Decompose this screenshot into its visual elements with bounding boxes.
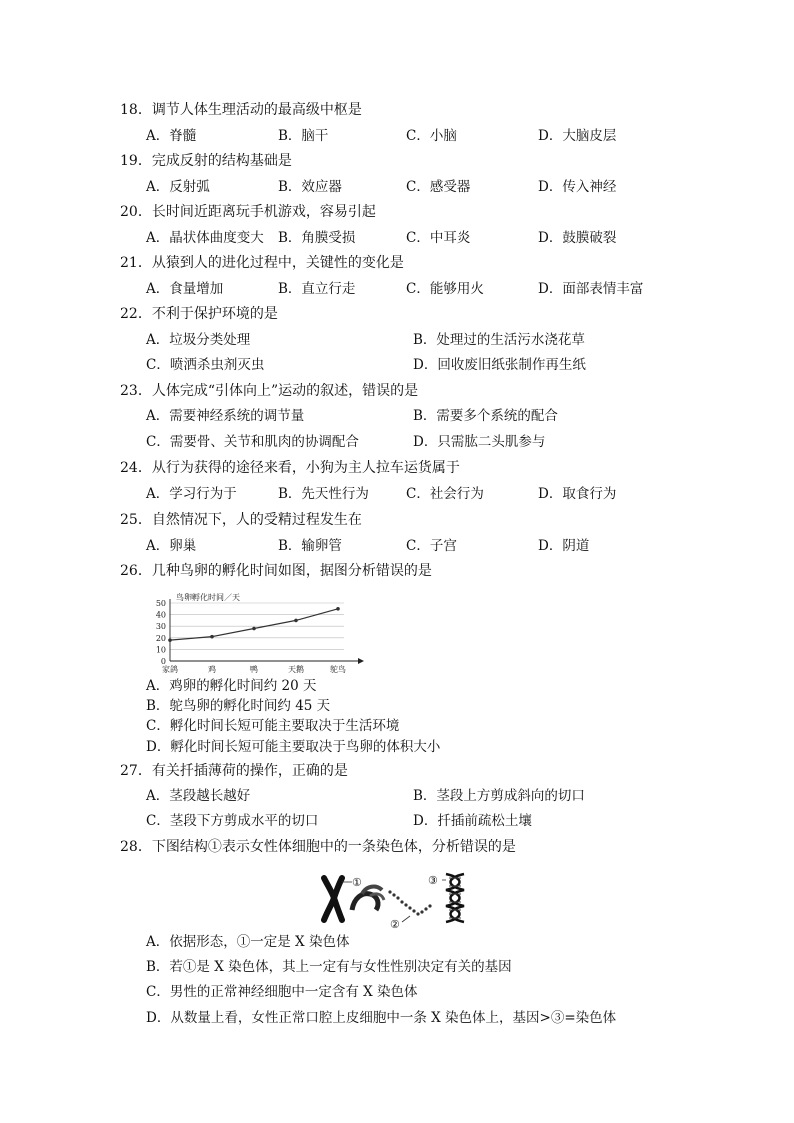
question-24-stem: 24．从行为获得的途径来看，小狗为主人拉车运货属于 [120, 460, 460, 476]
q20-option-d: D．鼓膜破裂 [538, 230, 617, 246]
q28-option-b: B．若①是 X 染色体，其上一定有与女性性别决定有关的基因 [146, 959, 512, 975]
label-2-leader [402, 916, 410, 922]
q21-option-c: C．能够用火 [406, 281, 484, 297]
q27-option-d: D．扦插前疏松土壤 [413, 813, 532, 829]
q25-option-b: B．输卵管 [278, 538, 342, 554]
x-tick-label: 鸭 [250, 665, 258, 674]
q19-option-a: A．反射弧 [146, 179, 210, 195]
y-tick-label: 40 [155, 610, 166, 620]
q20-option-a: A．晶状体曲度变大 [146, 230, 264, 246]
q18-option-a: A．脊髓 [146, 128, 197, 144]
data-point [168, 638, 172, 642]
q18-option-c: C．小脑 [406, 128, 457, 144]
q23-option-a: A．需要神经系统的调节量 [146, 408, 305, 424]
chromosome-figure [318, 868, 494, 930]
chart-title: 鸟卵孵化时间／天 [176, 593, 240, 602]
hatching-time-chart-svg [144, 589, 370, 677]
q19-option-b: B．效应器 [278, 179, 342, 195]
q21-option-d: D．面部表情丰富 [538, 281, 644, 297]
hatching-time-chart [144, 589, 370, 677]
data-point [294, 619, 298, 623]
q24-option-a: A．学习行为于 [146, 486, 237, 502]
x-tick-label: 鸵鸟 [330, 665, 346, 674]
label-1: ① [352, 876, 362, 889]
question-23-stem: 23．人体完成“引体向上”运动的叙述，错误的是 [120, 383, 419, 399]
q24-option-d: D．取食行为 [538, 486, 617, 502]
question-28-stem: 28．下图结构①表示女性体细胞中的一条染色体，分析错误的是 [120, 839, 516, 855]
label-2: ② [390, 918, 400, 930]
data-point [252, 627, 256, 631]
double-helix-shape [446, 874, 464, 922]
q26-option-c: C．孵化时间长短可能主要取决于生活环境 [146, 718, 400, 734]
data-point [210, 635, 214, 639]
q24-option-c: C．社会行为 [406, 486, 484, 502]
q19-option-d: D．传入神经 [538, 179, 617, 195]
q28-option-d: D．从数量上看，女性正常口腔上皮细胞中一条 X 染色体上，基因>③=染色体 [146, 1010, 617, 1026]
q22-option-c: C．喷洒杀虫剂灭虫 [146, 357, 265, 373]
question-26-stem: 26．几种鸟卵的孵化时间如图，据图分析错误的是 [120, 563, 432, 579]
x-tick-label: 天鹅 [288, 665, 304, 674]
question-20-stem: 20．长时间近距离玩手机游戏，容易引起 [120, 204, 376, 220]
chromosome-diagram [318, 868, 494, 930]
q22-option-a: A．垃圾分类处理 [146, 332, 251, 348]
dna-dots [388, 890, 431, 915]
x-axis-arrow [358, 658, 364, 664]
question-27-stem: 27．有关扦插薄荷的操作，正确的是 [120, 763, 348, 779]
question-19-stem: 19．完成反射的结构基础是 [120, 153, 292, 169]
q26-option-d: D．孵化时间长短可能主要取决于鸟卵的体积大小 [146, 739, 441, 755]
q25-option-a: A．卵巢 [146, 538, 197, 554]
q21-option-a: A．食量增加 [146, 281, 224, 297]
q25-option-d: D．阴道 [538, 538, 590, 554]
question-22-stem: 22．不利于保护环境的是 [120, 306, 278, 322]
label-3: ③ [428, 874, 438, 887]
x-tick-label: 鸡 [208, 665, 216, 674]
question-21-stem: 21．从猿到人的进化过程中，关键性的变化是 [120, 255, 404, 271]
q27-option-c: C．茎段下方剪成水平的切口 [146, 813, 319, 829]
q23-option-b: B．需要多个系统的配合 [413, 408, 558, 424]
question-18-stem: 18．调节人体生理活动的最高级中枢是 [120, 102, 362, 118]
y-tick-label: 0 [160, 657, 166, 666]
q27-option-b: B．茎段上方剪成斜向的切口 [413, 788, 585, 804]
question-25-stem: 25．自然情况下，人的受精过程发生在 [120, 512, 362, 528]
q20-option-b: B．角膜受损 [278, 230, 356, 246]
y-tick-label: 50 [155, 599, 166, 608]
q18-option-d: D．大脑皮层 [538, 128, 617, 144]
q26-option-b: B．鸵鸟卵的孵化时间约 45 天 [146, 698, 331, 714]
q27-option-a: A．茎段越长越好 [146, 788, 251, 804]
data-point [336, 607, 340, 611]
q28-option-c: C．男性的正常神经细胞中一定含有 X 染色体 [146, 984, 418, 1000]
q22-option-d: D．回收废旧纸张制作再生纸 [413, 357, 586, 373]
x-tick-label: 家鸽 [162, 665, 178, 674]
y-tick-label: 30 [155, 622, 166, 632]
y-tick-label: 20 [155, 633, 166, 643]
q24-option-b: B．先天性行为 [278, 486, 369, 502]
q22-option-b: B．处理过的生活污水浇花草 [413, 332, 585, 348]
y-tick-label: 10 [155, 645, 166, 655]
q21-option-b: B．直立行走 [278, 281, 356, 297]
x-chromosome-shape [324, 878, 342, 920]
series-line [170, 609, 338, 640]
q23-option-c: C．需要骨、关节和肌肉的协调配合 [146, 434, 359, 450]
q18-option-b: B．脑干 [278, 128, 329, 144]
q23-option-d: D．只需肱二头肌参与 [413, 434, 546, 450]
q19-option-c: C．感受器 [406, 179, 471, 195]
q25-option-c: C．子宫 [406, 538, 457, 554]
coiled-chromatin-shape [352, 887, 384, 910]
q20-option-c: C．中耳炎 [406, 230, 471, 246]
q26-option-a: A．鸡卵的孵化时间约 20 天 [146, 678, 317, 694]
q28-option-a: A．依据形态，①一定是 X 染色体 [146, 934, 350, 950]
